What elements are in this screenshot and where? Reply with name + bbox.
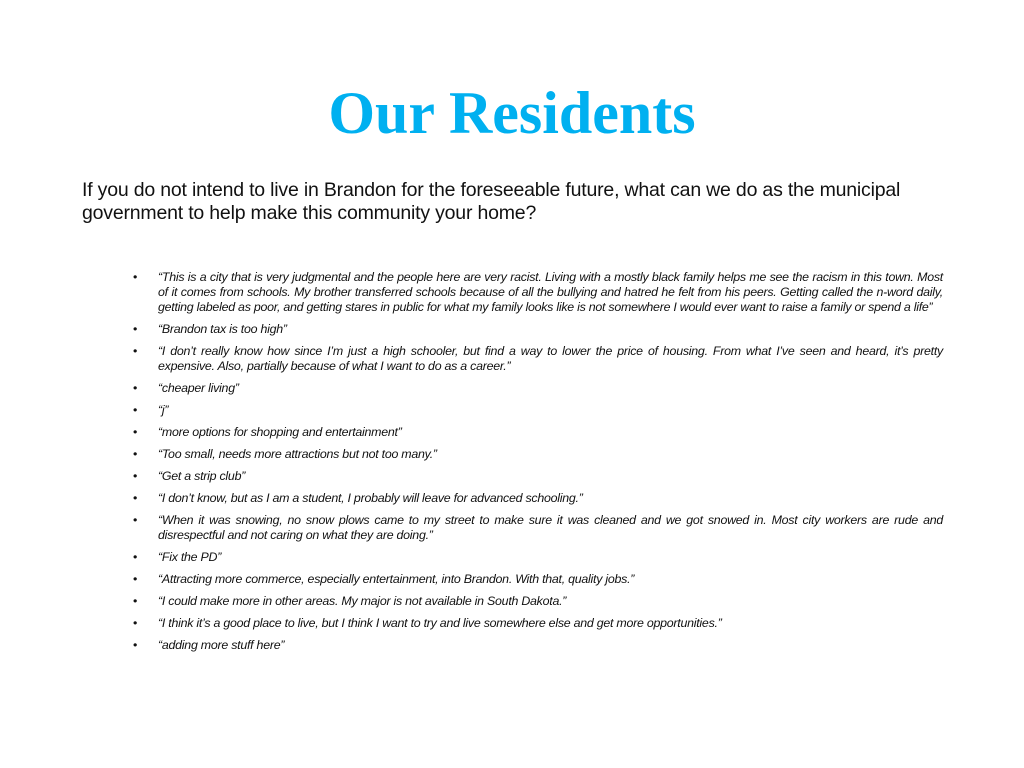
bullet-icon: • bbox=[133, 469, 138, 483]
bullet-icon: • bbox=[133, 425, 138, 439]
list-item bbox=[133, 491, 943, 506]
answer-text: “Fix the PD” bbox=[158, 550, 222, 564]
answer-text: “I don’t know, but as I am a student, I probably will leave for advanced schooling.” bbox=[158, 491, 583, 505]
answer-text: “I think it’s a good place to live, but I think I want to try and live somewhere else and get more opportunities.” bbox=[158, 616, 722, 630]
list-item bbox=[133, 425, 943, 440]
bullet-icon: • bbox=[133, 344, 138, 358]
list-item bbox=[133, 270, 943, 315]
bullet-icon: • bbox=[133, 270, 138, 284]
answer-text: “This is a city that is very judgmental and the people here are very racist. Living with a mostly black family helps me see the racism in this town. Most of it comes from schools. My brother transferred schools because of all the bullying and hatred he felt from his peers. Getting called the n-word daily, getting labeled as poor, and getting stares in public for what my family looks like is not somewhere I would ever want to raise a family or spend a life” bbox=[158, 270, 943, 314]
answer-text: “j” bbox=[158, 403, 169, 417]
bullet-icon: • bbox=[133, 550, 138, 564]
list-item bbox=[133, 572, 943, 587]
answer-text: “Brandon tax is too high” bbox=[158, 322, 287, 336]
bullet-icon: • bbox=[133, 616, 138, 630]
survey-question: If you do not intend to live in Brandon for the foreseeable future, what can we do as the municipal government to help make this community your home? bbox=[82, 179, 901, 224]
list-item bbox=[133, 322, 943, 337]
list-item bbox=[133, 594, 943, 609]
answer-text: “I don’t really know how since I’m just a high schooler, but find a way to lower the price of housing. From what I’ve seen and heard, it’s pretty expensive. Also, partially because of what I want to do as a career.” bbox=[158, 344, 943, 373]
bullet-icon: • bbox=[133, 447, 138, 461]
list-item bbox=[133, 513, 943, 543]
answer-text: “Too small, needs more attractions but not too many.” bbox=[158, 447, 437, 461]
answer-text: “cheaper living” bbox=[158, 381, 239, 395]
answer-text: “Attracting more commerce, especially entertainment, into Brandon. With that, quality jobs.” bbox=[158, 572, 635, 586]
answer-text: “I could make more in other areas. My major is not available in South Dakota.” bbox=[158, 594, 567, 608]
answer-text: “more options for shopping and entertainment” bbox=[158, 425, 402, 439]
answer-text: “adding more stuff here” bbox=[158, 638, 285, 652]
slide-title: Our Residents bbox=[328, 80, 696, 146]
bullet-icon: • bbox=[133, 322, 138, 336]
answer-text: “When it was snowing, no snow plows came to my street to make sure it was cleaned and we got snowed in. Most city workers are rude and disrespectful and not caring on what they are doing.” bbox=[158, 513, 943, 542]
bullet-icon: • bbox=[133, 513, 138, 527]
bullet-icon: • bbox=[133, 572, 138, 586]
bullet-icon: • bbox=[133, 381, 138, 395]
list-item bbox=[133, 550, 943, 565]
answers-list bbox=[133, 270, 943, 660]
list-item bbox=[133, 638, 943, 653]
list-item bbox=[133, 403, 943, 418]
list-item bbox=[133, 381, 943, 396]
list-item bbox=[133, 616, 943, 631]
answer-text: “Get a strip club” bbox=[158, 469, 246, 483]
bullet-icon: • bbox=[133, 594, 138, 608]
list-item bbox=[133, 344, 943, 374]
bullet-icon: • bbox=[133, 638, 138, 652]
list-item bbox=[133, 469, 943, 484]
bullet-icon: • bbox=[133, 491, 138, 505]
bullet-icon: • bbox=[133, 403, 138, 417]
list-item bbox=[133, 447, 943, 462]
